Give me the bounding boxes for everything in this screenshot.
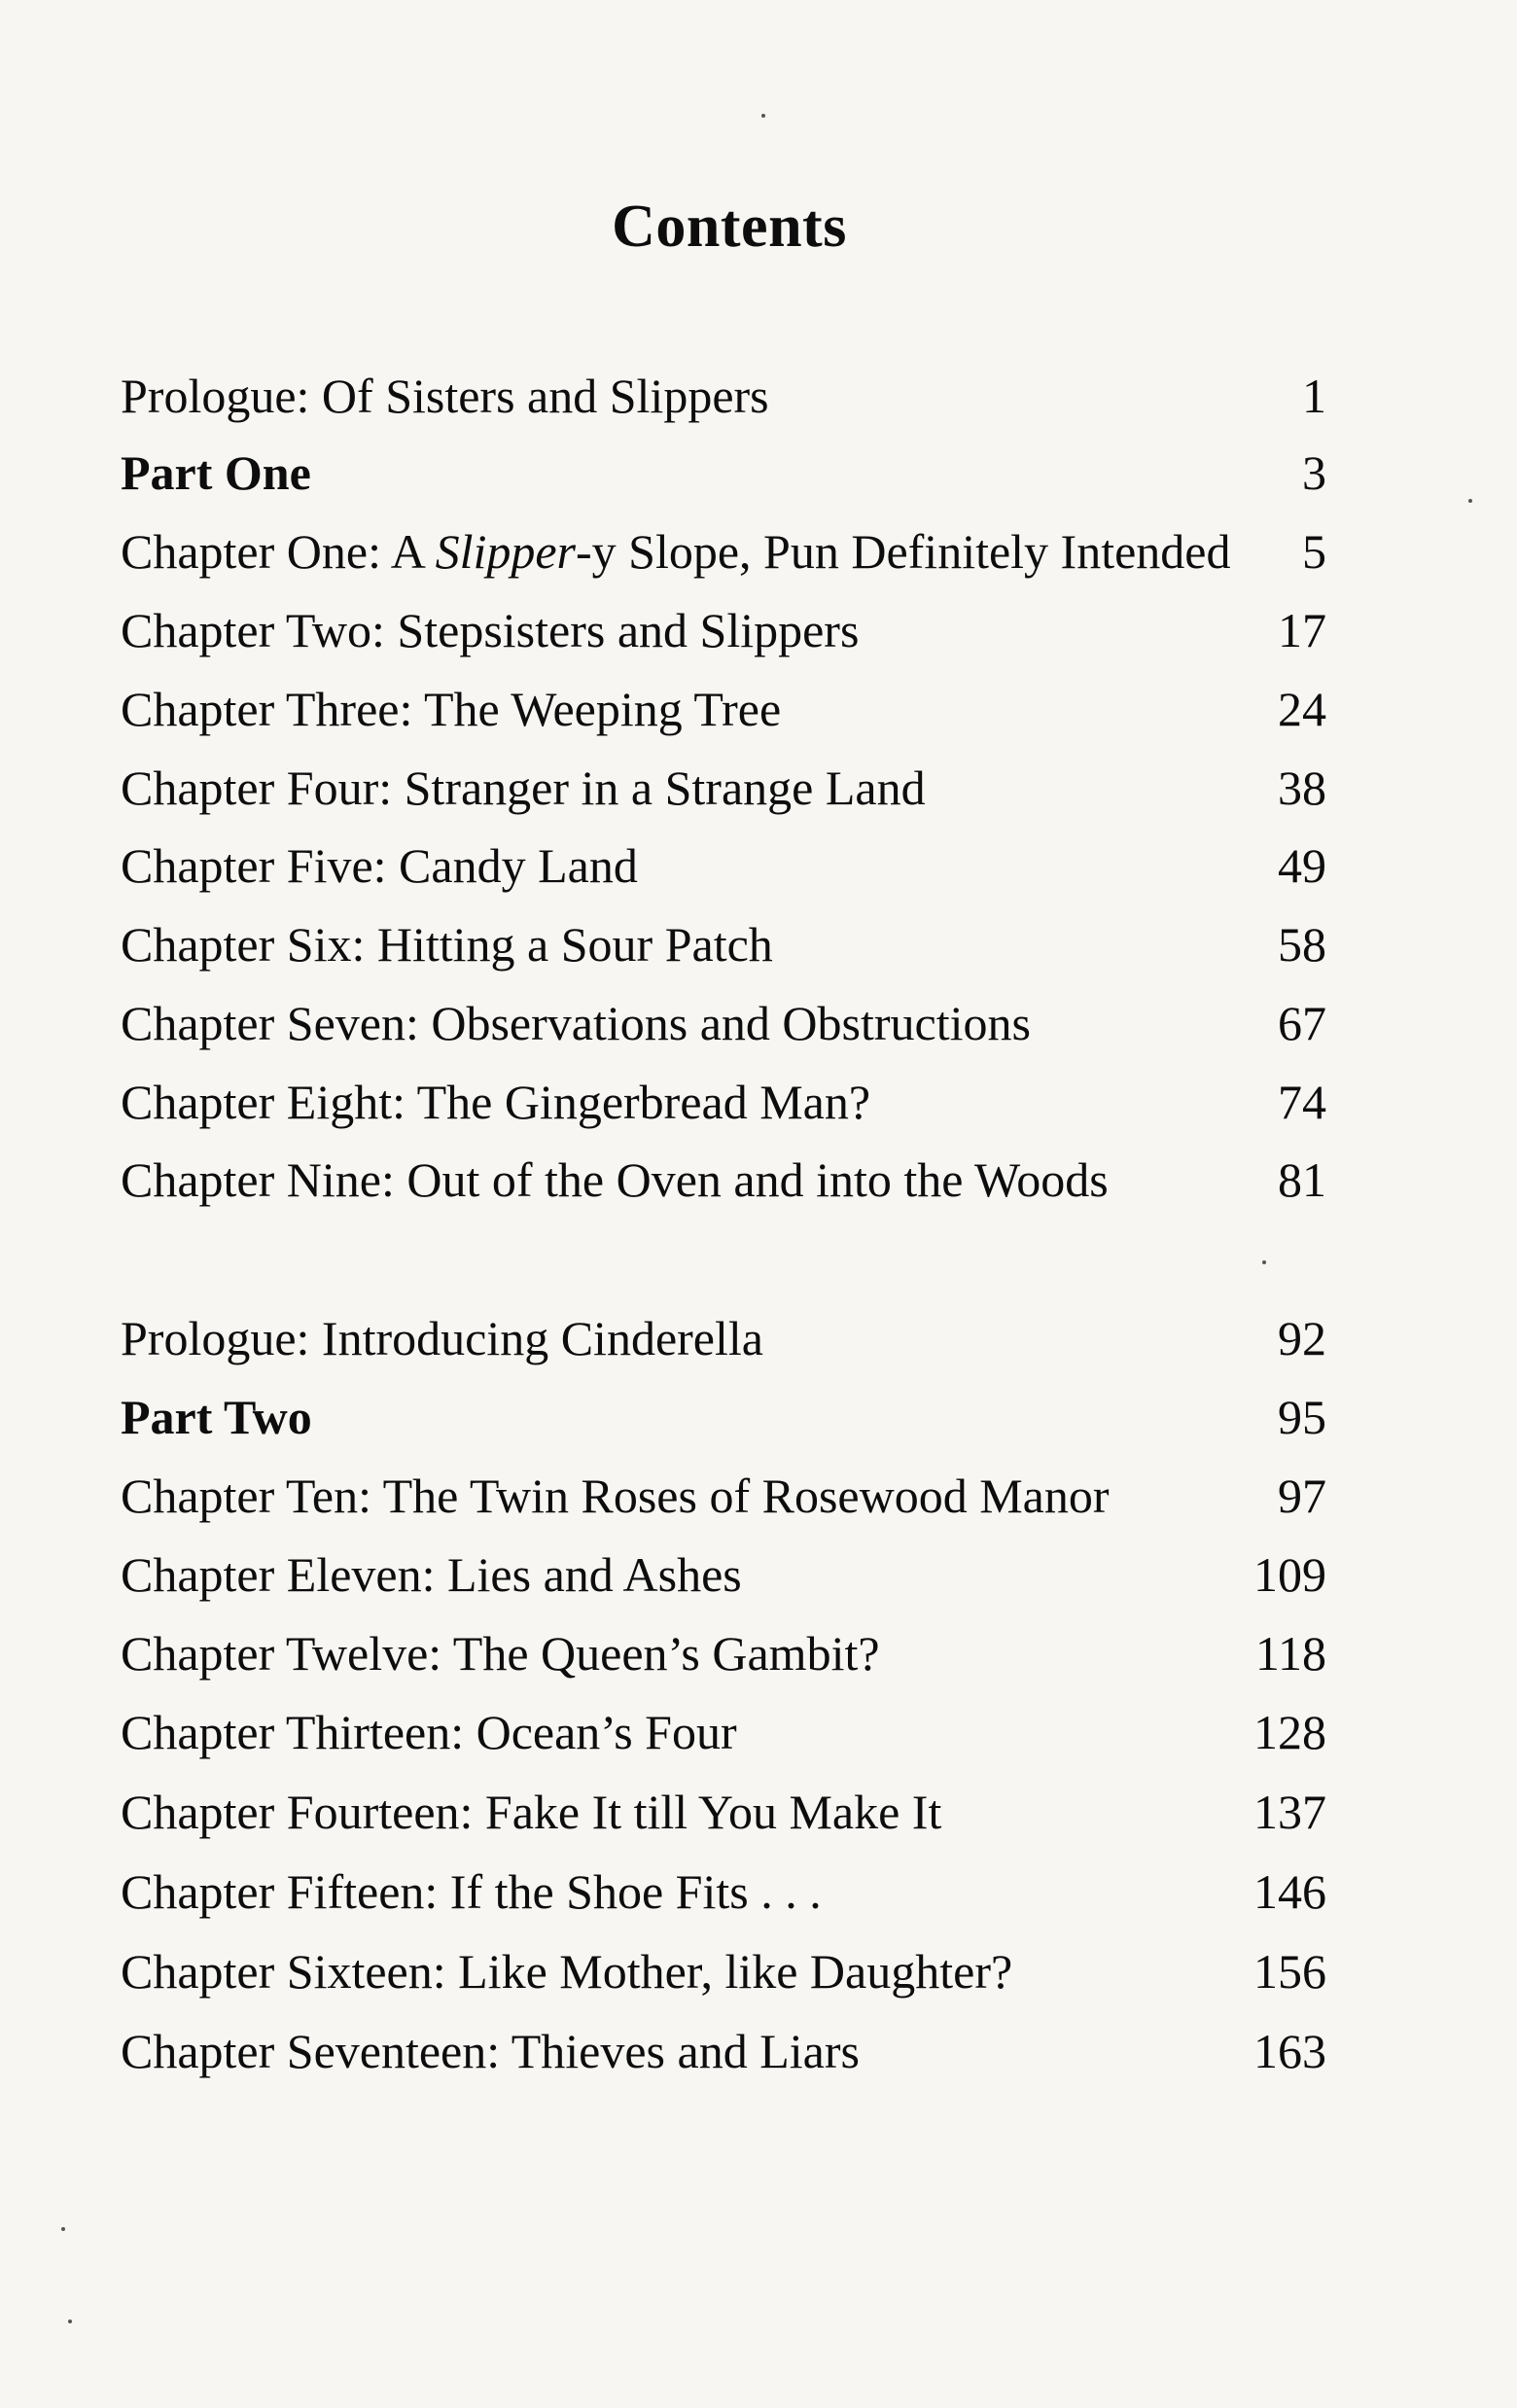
toc-entry-page: 74 bbox=[1278, 1075, 1326, 1129]
toc-entry-label: Chapter Eight: The Gingerbread Man? bbox=[121, 1075, 871, 1129]
toc-entry-label: Chapter Twelve: The Queen’s Gambit? bbox=[121, 1626, 880, 1681]
toc-entry-label: Chapter Fifteen: If the Shoe Fits . . . bbox=[121, 1864, 822, 1919]
scan-speck bbox=[61, 2227, 65, 2231]
toc-entry bbox=[121, 1540, 1326, 1609]
toc-entry-page: 92 bbox=[1278, 1311, 1326, 1365]
toc-entry-page: 109 bbox=[1253, 1547, 1326, 1602]
toc-entry-page: 49 bbox=[1278, 838, 1326, 893]
toc-entry bbox=[121, 1937, 1326, 2005]
toc-part-heading bbox=[121, 1383, 1326, 1451]
toc-entry-page: 156 bbox=[1253, 1944, 1326, 1999]
toc-entry bbox=[121, 989, 1326, 1057]
toc-entry-page: 17 bbox=[1278, 603, 1326, 657]
toc-entry-page: 118 bbox=[1254, 1626, 1326, 1681]
toc-entry-label bbox=[121, 517, 1231, 585]
toc-entry bbox=[121, 1146, 1326, 1214]
toc-entry-page: 58 bbox=[1278, 917, 1326, 972]
toc-entry-label: Chapter Nine: Out of the Oven and into the Woods bbox=[121, 1152, 1109, 1207]
toc-entry bbox=[121, 1778, 1326, 1846]
toc-entry-page: 163 bbox=[1253, 2024, 1326, 2078]
toc-entry-page: 67 bbox=[1278, 996, 1326, 1050]
scan-speck bbox=[1262, 1260, 1266, 1264]
toc-entry-page: 137 bbox=[1253, 1785, 1326, 1839]
toc-entry-page: 24 bbox=[1278, 682, 1326, 736]
toc-part-heading bbox=[121, 439, 1326, 507]
toc-entry-label: Chapter Fourteen: Fake It till You Make It bbox=[121, 1785, 942, 1839]
toc-entry-label: Chapter Seventeen: Thieves and Liars bbox=[121, 2024, 860, 2078]
toc-entry bbox=[121, 1304, 1326, 1372]
toc-entry bbox=[121, 832, 1326, 900]
toc-entry-label-post: -y Slope, Pun Definitely Intended bbox=[576, 524, 1231, 579]
toc-entry bbox=[121, 910, 1326, 978]
scan-speck bbox=[68, 2319, 72, 2323]
toc-entry-label: Chapter Thirteen: Ocean’s Four bbox=[121, 1705, 737, 1759]
toc-entry-label: Prologue: Introducing Cinderella bbox=[121, 1311, 763, 1365]
toc-entry-label: Chapter Ten: The Twin Roses of Rosewood Manor bbox=[121, 1469, 1110, 1523]
toc-entry-page: 128 bbox=[1253, 1705, 1326, 1759]
toc-entry-label: Chapter Eleven: Lies and Ashes bbox=[121, 1547, 742, 1602]
toc-entry-label: Chapter Sixteen: Like Mother, like Daughter? bbox=[121, 1944, 1013, 1999]
toc-entry bbox=[121, 1698, 1326, 1766]
toc-entry-page: 3 bbox=[1302, 445, 1326, 500]
toc-entry-label: Part Two bbox=[121, 1390, 312, 1444]
toc-entry-page: 38 bbox=[1278, 761, 1326, 815]
scan-speck bbox=[761, 114, 765, 118]
scan-speck bbox=[1468, 499, 1472, 503]
toc-entry bbox=[121, 362, 1326, 430]
toc-entry bbox=[121, 1619, 1326, 1687]
toc-entry-page: 146 bbox=[1253, 1864, 1326, 1919]
toc-entry bbox=[121, 675, 1326, 743]
toc-entry-label: Chapter Three: The Weeping Tree bbox=[121, 682, 782, 736]
toc-entry-label-pre: Chapter One: A bbox=[121, 524, 436, 579]
toc-entry-label-italic: Slipper bbox=[435, 524, 576, 579]
toc-entry bbox=[121, 596, 1326, 664]
page-title: Contents bbox=[612, 194, 847, 260]
toc-entry-page: 97 bbox=[1278, 1469, 1326, 1523]
toc-entry-label: Chapter Four: Stranger in a Strange Land bbox=[121, 761, 926, 815]
toc-entry-page: 5 bbox=[1302, 524, 1326, 579]
toc-entry-label: Chapter Six: Hitting a Sour Patch bbox=[121, 917, 773, 972]
toc-entry bbox=[121, 517, 1326, 585]
toc-entry-page: 1 bbox=[1302, 369, 1326, 423]
toc-entry bbox=[121, 2017, 1326, 2085]
toc-entry-page: 81 bbox=[1278, 1152, 1326, 1207]
toc-entry bbox=[121, 1462, 1326, 1530]
toc-entry-label: Part One bbox=[121, 445, 311, 500]
toc-entry-label: Chapter Two: Stepsisters and Slippers bbox=[121, 603, 860, 657]
toc-entry bbox=[121, 1858, 1326, 1926]
toc-entry-label: Chapter Seven: Observations and Obstructions bbox=[121, 996, 1031, 1050]
toc-entry bbox=[121, 1068, 1326, 1136]
toc-entry bbox=[121, 754, 1326, 822]
toc-entry-page: 95 bbox=[1278, 1390, 1326, 1444]
toc-entry-label: Chapter Five: Candy Land bbox=[121, 838, 638, 893]
toc-entry-label: Prologue: Of Sisters and Slippers bbox=[121, 369, 769, 423]
